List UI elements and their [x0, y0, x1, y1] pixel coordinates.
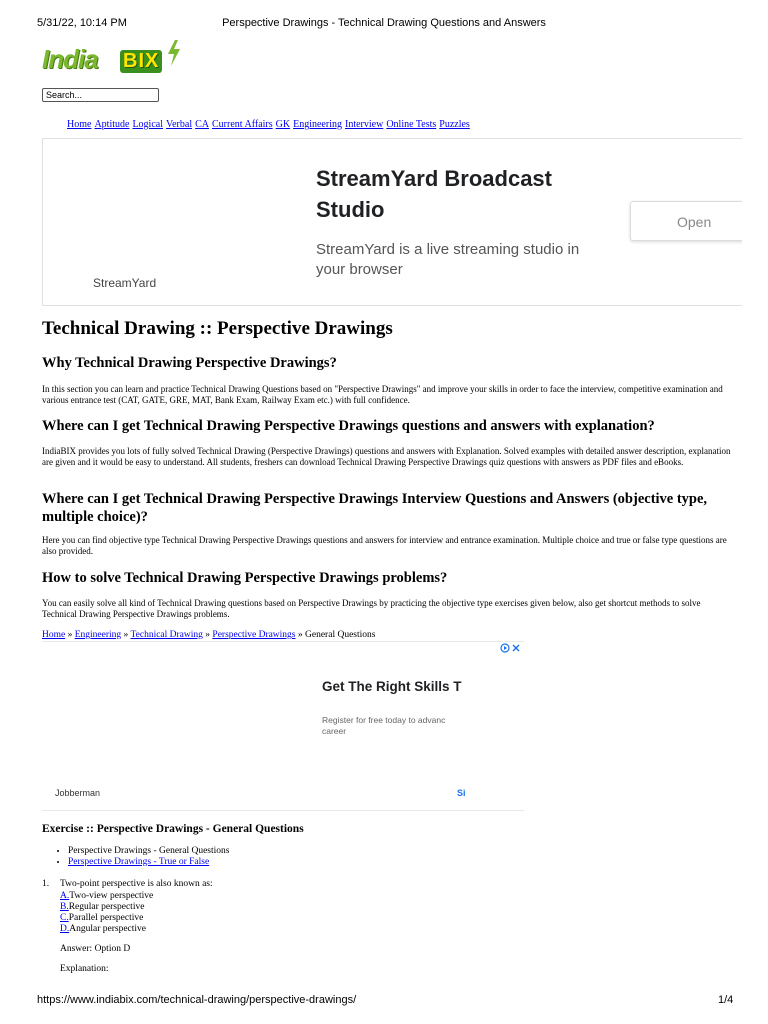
print-page-title: Perspective Drawings - Technical Drawing Questions and Answers	[222, 17, 546, 29]
print-datetime: 5/31/22, 10:14 PM	[37, 17, 127, 29]
exercise-subitem	[68, 857, 229, 868]
section-text: You can easily solve all kind of Technical Drawing questions based on Perspective Drawings by practicing the objective type exercises given below, also get shortcut methods to solve Technical Drawing Perspective Drawings problems.	[42, 598, 701, 619]
question-number: 1.	[42, 879, 50, 889]
ad-open-button[interactable]: Open	[630, 201, 742, 241]
print-url: https://www.indiabix.com/technical-drawing/perspective-drawings/	[37, 994, 357, 1006]
ad-description: StreamYard is a live streaming studio in your browser	[316, 241, 580, 278]
question-text: Two-point perspective is also known as:	[60, 879, 213, 889]
section-heading: Where can I get Technical Drawing Perspective Drawings questions and answers with explanation?	[42, 418, 655, 434]
ad-description: Register for free today to advanc career	[322, 715, 446, 736]
option-c-text: Parallel perspective	[68, 913, 144, 923]
nav-engineering[interactable]: Engineering	[293, 119, 342, 130]
print-page-number: 1/4	[718, 994, 734, 1006]
top-nav	[67, 119, 473, 130]
breadcrumb-separator: »	[205, 630, 211, 640]
breadcrumb-separator: »	[67, 630, 73, 640]
option-a-text: Two-view perspective	[69, 891, 154, 901]
breadcrumb-separator: »	[297, 630, 303, 640]
nav-gk[interactable]: GK	[275, 119, 291, 130]
search-input[interactable]: Search...	[42, 88, 159, 102]
nav-ca[interactable]: CA	[195, 119, 210, 130]
option-a	[60, 891, 153, 902]
advertisement-box[interactable]	[42, 641, 524, 811]
lightning-icon	[166, 40, 182, 66]
site-logo[interactable]	[42, 40, 182, 82]
ad-brand: Jobberman	[55, 788, 101, 798]
breadcrumb-engineering[interactable]: Engineering	[74, 630, 122, 640]
logo-text-bix: BIX	[120, 50, 162, 73]
nav-aptitude[interactable]: Aptitude	[94, 119, 130, 130]
page-title: Technical Drawing :: Perspective Drawings	[42, 318, 393, 339]
option-d-link[interactable]: D.	[60, 924, 70, 934]
nav-current-affairs[interactable]: Current Affairs	[212, 119, 273, 130]
section-heading: Where can I get Technical Drawing Perspective Drawings Interview Questions and Answers (objective type, multiple choice)?	[42, 491, 708, 525]
ad-brand: StreamYard	[93, 276, 157, 290]
option-d-text: Angular perspective	[69, 924, 147, 934]
section-text: Here you can find objective type Technical Drawing Perspective Drawings questions and answers for interview and entrance examination. Multiple choice and true or false type questions are also provided.	[42, 535, 727, 556]
adchoices-icon[interactable]	[500, 643, 522, 653]
ad-headline[interactable]: StreamYard Broadcast Studio	[316, 166, 552, 222]
answer-text: Answer: Option D	[60, 944, 131, 954]
option-b-link[interactable]: B.	[60, 902, 69, 912]
nav-interview[interactable]: Interview	[344, 119, 384, 130]
section-text: In this section you can learn and practice Technical Drawing Questions based on "Perspective Drawings" and improve your skills in order to face the interview, competitive examination and various entrance test (CAT, GATE, GRE, MAT, Bank Exam, Railway Exam etc.) with full confidence.	[42, 384, 723, 405]
option-b-text: Regular perspective	[68, 902, 145, 912]
exercise-sublist	[42, 846, 229, 868]
option-a-link[interactable]: A.	[60, 891, 70, 901]
breadcrumb	[42, 630, 375, 640]
breadcrumb-perspective-drawings[interactable]: Perspective Drawings	[212, 630, 296, 640]
option-b	[60, 902, 144, 913]
nav-home[interactable]: Home	[67, 119, 92, 130]
section-heading: How to solve Technical Drawing Perspective Drawings problems?	[42, 570, 448, 586]
section-heading: Why Technical Drawing Perspective Drawings?	[42, 355, 337, 371]
option-d	[60, 924, 146, 935]
explanation-label: Explanation:	[60, 964, 109, 974]
section-text: IndiaBIX provides you lots of fully solved Technical Drawing (Perspective Drawings) questions and answers with Explanation. Solved examples with detailed answer description, explanation are given and it would be easy to understand. All students, freshers can download Technical Drawing Perspective Drawings quiz questions with answers as PDF files and eBooks.	[42, 446, 731, 467]
nav-puzzles[interactable]: Puzzles	[439, 119, 470, 130]
ad-headline[interactable]: Get The Right Skills T	[322, 679, 462, 694]
option-c-link[interactable]: C.	[60, 913, 69, 923]
breadcrumb-technical-drawing[interactable]: Technical Drawing	[130, 630, 203, 640]
breadcrumb-separator: »	[123, 630, 129, 640]
option-c	[60, 913, 143, 924]
exercise-subitem: • Perspective Drawings - General Questions	[68, 846, 229, 857]
nav-verbal[interactable]: Verbal	[166, 119, 193, 130]
exercise-subitem-link[interactable]: Perspective Drawings - True or False	[68, 857, 210, 867]
breadcrumb-current: General Questions	[305, 630, 376, 640]
logo-text-india: India	[42, 44, 98, 74]
advertisement-banner[interactable]	[42, 138, 742, 306]
ad-signup-link[interactable]: Si	[457, 788, 466, 798]
nav-online-tests[interactable]: Online Tests	[386, 119, 437, 130]
breadcrumb-home[interactable]: Home	[42, 630, 66, 640]
exercise-title: Exercise :: Perspective Drawings - General Questions	[42, 823, 304, 835]
nav-logical[interactable]: Logical	[132, 119, 163, 130]
